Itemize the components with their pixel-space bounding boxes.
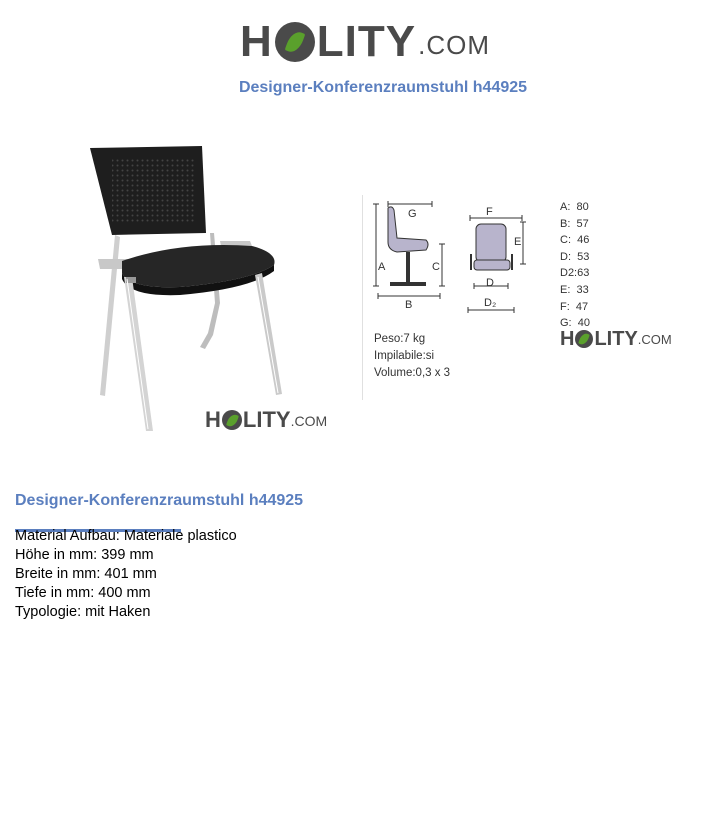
dimension-spec-list: [560, 199, 590, 332]
label-b: B: [405, 299, 413, 311]
chair-front-leg-right: [255, 273, 282, 395]
label-f: F: [486, 206, 493, 218]
logo-leaf-icon: [275, 22, 315, 62]
section-title: Designer-Konferenzraumstuhl h44925: [15, 492, 304, 509]
info-volume: Volume:0,3 x 3: [374, 367, 451, 379]
detail-depth: Tiefe in mm: 400 mm: [15, 585, 151, 601]
spec-row-a: A: 80: [560, 201, 589, 213]
label-d: D: [486, 277, 494, 289]
spec-row-c: C: 46: [560, 234, 590, 247]
logo-leaf-icon: [222, 410, 242, 430]
spec-row-b: B: 57: [560, 217, 589, 230]
logo-suffix: .COM: [418, 30, 490, 60]
label-c: C: [432, 261, 440, 273]
logo-leaf-icon: [575, 330, 593, 348]
spec-row-d2: D2:63: [560, 267, 590, 280]
site-logo[interactable]: [240, 12, 490, 64]
label-g: G: [408, 208, 417, 220]
label-e: E: [514, 236, 522, 248]
page-title: Designer-Konferenzraumstuhl h44925: [238, 79, 528, 96]
label-a: A: [378, 261, 386, 273]
diagram-logo: H LITY .COM: [560, 328, 672, 350]
logo-letter-h: H: [240, 17, 273, 66]
detail-type: Typologie: mit Haken: [15, 604, 151, 620]
spec-row-e: E: 33: [560, 283, 589, 296]
label-d2: D₂: [484, 297, 497, 309]
product-info-list: [374, 331, 450, 382]
product-details: [15, 527, 237, 622]
detail-height: Höhe in mm: 399 mm: [15, 547, 154, 563]
image-divider: [362, 195, 363, 400]
info-stackable: Impilabile:si: [374, 350, 435, 362]
backrest-perforation: [112, 158, 196, 224]
logo-letters-lity: LITY: [316, 17, 417, 66]
image-watermark-logo: H LITY .COM: [205, 407, 328, 432]
spec-row-g: G: 40: [560, 317, 590, 330]
spec-row-f: F: 47: [560, 300, 589, 313]
chair-front-leg-left: [124, 277, 153, 431]
dimension-diagram: [370, 200, 550, 320]
detail-material: Material Aufbau: Materiale plastico: [15, 528, 237, 544]
spec-row-d: D: 53: [560, 250, 590, 263]
info-weight: Peso:7 kg: [374, 333, 426, 345]
detail-width: Breite in mm: 401 mm: [15, 566, 157, 582]
logo-wordmark: [240, 17, 490, 66]
